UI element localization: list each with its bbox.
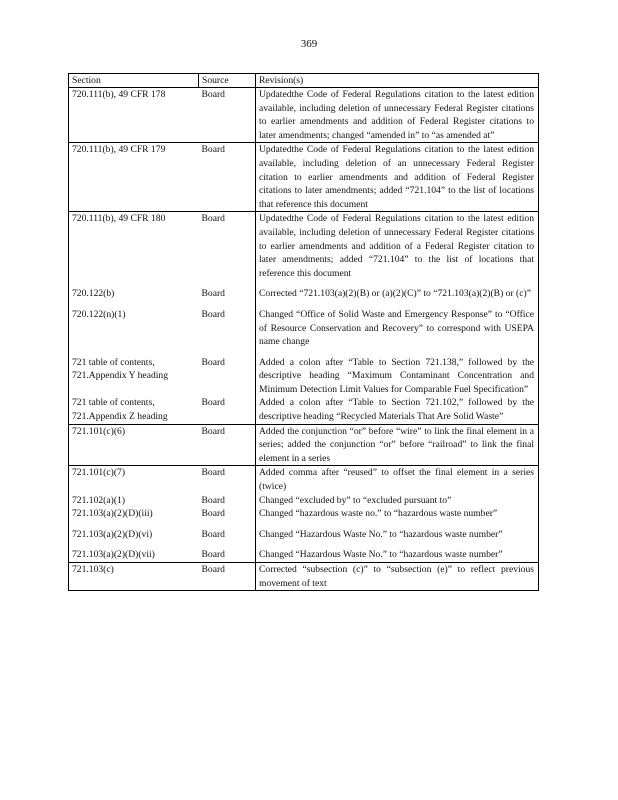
section-cell: 721.102(a)(1) <box>69 494 199 508</box>
revision-cell: Added the conjunction “or” before “wire” to link the final element in a series; added the conjunction “or” before “railroad” to link the final element in a series <box>256 424 539 466</box>
section-cell: 720.111(b), 49 CFR 178 <box>69 88 199 143</box>
table-row <box>69 494 539 508</box>
section-cell: 721.101(c)(6) <box>69 424 199 466</box>
source-cell: Board <box>201 288 225 300</box>
revision-cell: Corrected “subsection (c)” to “subsection (e)” to reflect previous movement of text <box>256 563 539 591</box>
revision-cell: Changed “Hazardous Waste No.” to “hazardous waste number” <box>256 521 539 542</box>
source-cell: Board <box>201 308 225 320</box>
section-cell: 721 table of contents, 721.Appendix Y heading <box>69 349 199 397</box>
page-number: 369 <box>300 38 318 50</box>
section-cell: 720.122(n)(1) <box>69 301 199 349</box>
column-header-source: Source <box>199 74 256 88</box>
section-cell: 720.122(b) <box>69 280 199 301</box>
section-cell: 721.103(a)(2)(D)(vi) <box>69 521 199 542</box>
table-row <box>69 212 539 280</box>
table-row <box>69 521 539 542</box>
revision-cell: Added a colon after “Table to Section 721.138,” followed by the descriptive heading “Maximum Contaminant Concentration and Minimum Detection Limit Values for Comparable Fuel Specification” <box>256 349 539 397</box>
source-cell: Board <box>199 143 256 212</box>
source-cell: Board <box>199 396 256 424</box>
table-row <box>69 424 539 466</box>
table-row <box>69 396 539 424</box>
table-row <box>69 301 539 349</box>
source-cell: Board <box>201 356 225 368</box>
table-row <box>69 466 539 494</box>
revisions-table <box>68 73 539 591</box>
revision-cell: Changed “excluded by” to “excluded pursuant to” <box>256 494 539 508</box>
revision-cell: Changed “Hazardous Waste No.” to “hazardous waste number” <box>256 541 539 562</box>
source-cell: Board <box>199 563 256 591</box>
column-header-revisions: Revision(s) <box>256 74 539 88</box>
revision-cell: Updatedthe Code of Federal Regulations citation to the latest edition available, including deletion of an unnecessary Federal Register citation to earlier amendments and addition of Federal Register citations to later amendments; added “721.104” to the list of locations that reference this document <box>256 143 539 212</box>
table-header-row <box>69 74 539 88</box>
table-row <box>69 280 539 301</box>
source-cell: Board <box>199 88 256 143</box>
revision-cell: Added a colon after “Table to Section 721.102,” followed by the descriptive heading “Recycled Materials That Are Solid Waste” <box>256 396 539 424</box>
column-header-section: Section <box>69 74 199 88</box>
revision-cell: Updatedthe Code of Federal Regulations citation to the latest edition available, including deletion of unnecessary Federal Register citations to earlier amendments and addition of Federal Register citations to later amendments; changed “amended in” to “as amended at” <box>256 88 539 143</box>
table-row <box>69 88 539 143</box>
revision-cell: Changed “hazardous waste no.” to “hazardous waste number” <box>256 507 539 521</box>
section-cell: 721.101(c)(7) <box>69 466 199 494</box>
table-row <box>69 507 539 521</box>
table-row <box>69 541 539 562</box>
source-cell: Board <box>201 213 225 225</box>
section-cell: 721 table of contents, 721.Appendix Z heading <box>69 396 199 424</box>
revision-cell: Changed “Office of Solid Waste and Emergency Response” to “Office of Resource Conservation and Recovery” to correspond with USEPA name change <box>256 301 539 349</box>
table-row <box>69 563 539 591</box>
section-cell: 721.103(a)(2)(D)(iii) <box>69 507 199 521</box>
revision-cell: Added comma after “reused” to offset the final element in a series (twice) <box>256 466 539 494</box>
section-cell: 721.103(c) <box>69 563 199 591</box>
source-cell: Board <box>201 508 225 520</box>
source-cell: Board <box>201 494 225 506</box>
section-cell: 720.111(b), 49 CFR 180 <box>69 212 199 280</box>
revision-cell: Updatedthe Code of Federal Regulations citation to the latest edition available, including deletion of unnecessary Federal Register citations to earlier amendments and addition of a Federal Register citation to later amendments; added “721.104” to the list of locations that reference this document <box>256 212 539 280</box>
source-cell: Board <box>201 528 225 540</box>
source-cell: Board <box>201 467 225 479</box>
table-row <box>69 143 539 212</box>
revision-cell: Corrected “721.103(a)(2)(B) or (a)(2)(C)” to “721.103(a)(2)(B) or (c)” <box>256 280 539 301</box>
source-cell: Board <box>199 541 256 562</box>
table-row <box>69 349 539 397</box>
source-cell: Board <box>199 424 256 466</box>
section-cell: 720.111(b), 49 CFR 179 <box>69 143 199 212</box>
section-cell: 721.103(a)(2)(D)(vii) <box>69 541 199 562</box>
